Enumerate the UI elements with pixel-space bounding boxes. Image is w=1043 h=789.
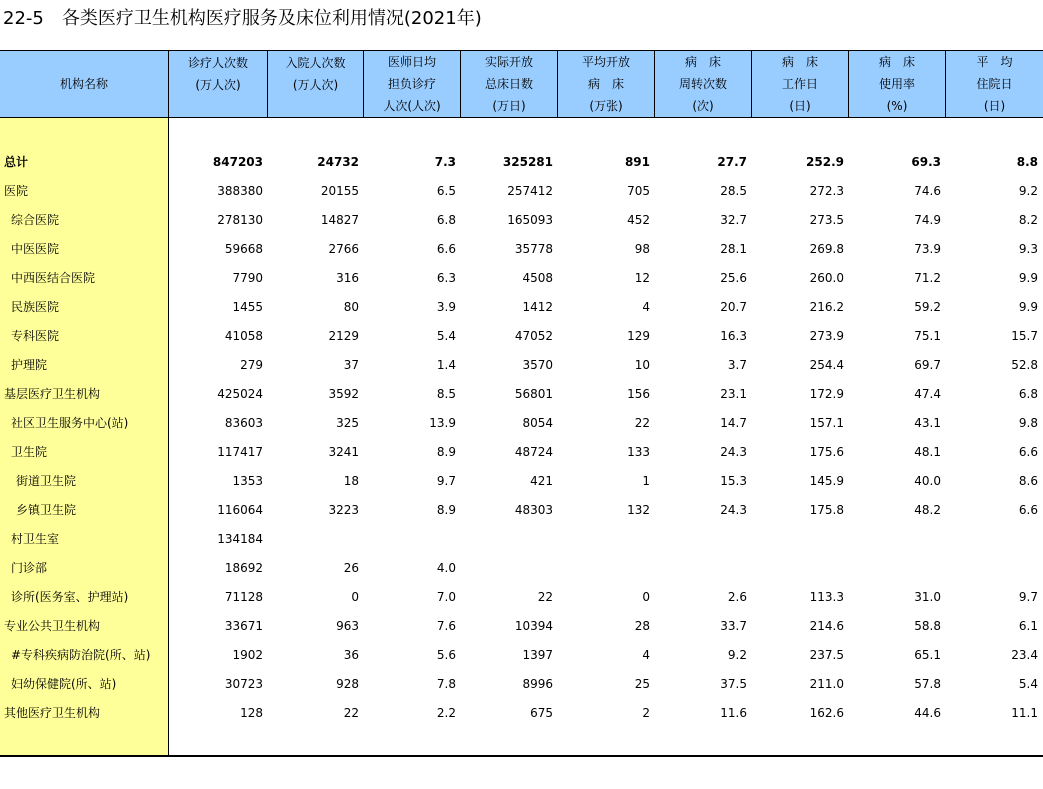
row-name: 中医医院 bbox=[11, 242, 60, 256]
row-name: #专科疾病防治院(所、站) bbox=[11, 648, 151, 662]
cell-col-1: 7790 bbox=[232, 271, 263, 285]
header-cell-9 bbox=[946, 51, 1043, 117]
row-name: 社区卫生服务中心(站) bbox=[11, 416, 129, 430]
cell-col-2: 37 bbox=[343, 358, 359, 372]
cell-col-9: 5.4 bbox=[1018, 677, 1038, 691]
cell-col-9 bbox=[946, 554, 1038, 583]
cell-col-4: 325281 bbox=[502, 155, 553, 169]
row-name: 诊所(医务室、护理站) bbox=[11, 590, 129, 604]
cell-col-3: 8.5 bbox=[436, 387, 456, 401]
cell-col-5: 452 bbox=[627, 213, 650, 227]
cell-col-7: 216.2 bbox=[809, 300, 844, 314]
cell-col-4: 1412 bbox=[522, 300, 553, 314]
cell-col-6 bbox=[655, 525, 747, 554]
cell-col-3: 3.9 bbox=[436, 300, 456, 314]
header-line: 入院人次数 bbox=[285, 56, 346, 70]
header-line: (日) bbox=[789, 99, 811, 113]
cell-col-5: 12 bbox=[634, 271, 650, 285]
cell-col-7: 211.0 bbox=[809, 677, 844, 691]
header-line: 诊疗人次数 bbox=[187, 56, 248, 70]
table-row bbox=[0, 235, 1043, 264]
cell-col-1: 33671 bbox=[224, 619, 263, 633]
cell-col-9: 6.6 bbox=[1018, 503, 1038, 517]
table-row bbox=[0, 322, 1043, 351]
header-line: 病 床 bbox=[587, 77, 624, 91]
table-row bbox=[0, 293, 1043, 322]
cell-col-7: 157.1 bbox=[809, 416, 844, 430]
cell-col-1: 18692 bbox=[224, 561, 263, 575]
cell-col-4: 8054 bbox=[522, 416, 553, 430]
row-name: 中西医结合医院 bbox=[11, 271, 96, 285]
cell-col-5: 25 bbox=[634, 677, 650, 691]
cell-col-3: 7.0 bbox=[436, 590, 456, 604]
cell-col-8: 48.1 bbox=[914, 445, 941, 459]
table-row bbox=[0, 409, 1043, 438]
cell-col-8: 59.2 bbox=[914, 300, 941, 314]
cell-col-3: 5.4 bbox=[436, 329, 456, 343]
cell-col-2: 2766 bbox=[328, 242, 359, 256]
cell-col-4 bbox=[461, 554, 553, 583]
header-line: 病 床 bbox=[781, 55, 818, 69]
cell-col-9: 8.8 bbox=[1016, 155, 1038, 169]
cell-col-4: 56801 bbox=[514, 387, 553, 401]
cell-col-5: 129 bbox=[627, 329, 650, 343]
cell-col-9: 6.1 bbox=[1018, 619, 1038, 633]
cell-col-5: 2 bbox=[642, 706, 650, 720]
cell-col-3: 6.6 bbox=[436, 242, 456, 256]
cell-col-6: 2.6 bbox=[727, 590, 747, 604]
cell-col-1: 83603 bbox=[224, 416, 263, 430]
cell-col-9: 6.6 bbox=[1018, 445, 1038, 459]
cell-col-2: 2129 bbox=[328, 329, 359, 343]
cell-col-2: 928 bbox=[336, 677, 359, 691]
cell-col-3: 6.3 bbox=[436, 271, 456, 285]
cell-col-4: 10394 bbox=[514, 619, 553, 633]
cell-col-6: 24.3 bbox=[720, 445, 747, 459]
cell-col-2: 0 bbox=[351, 590, 359, 604]
cell-col-3: 6.8 bbox=[436, 213, 456, 227]
cell-col-4: 3570 bbox=[522, 358, 553, 372]
cell-col-7: 175.8 bbox=[809, 503, 844, 517]
cell-col-6: 20.7 bbox=[720, 300, 747, 314]
cell-col-6: 24.3 bbox=[720, 503, 747, 517]
cell-col-7: 145.9 bbox=[809, 474, 844, 488]
cell-col-6: 16.3 bbox=[720, 329, 747, 343]
cell-col-4: 35778 bbox=[514, 242, 553, 256]
cell-col-1: 134184 bbox=[217, 532, 263, 546]
header-cell-5 bbox=[558, 51, 655, 117]
cell-col-1: 41058 bbox=[224, 329, 263, 343]
cell-col-6: 37.5 bbox=[720, 677, 747, 691]
header-line: 工作日 bbox=[781, 77, 818, 91]
cell-col-9: 9.3 bbox=[1018, 242, 1038, 256]
cell-col-8: 71.2 bbox=[914, 271, 941, 285]
table-row bbox=[0, 670, 1043, 699]
cell-col-8: 74.9 bbox=[914, 213, 941, 227]
cell-col-2: 316 bbox=[336, 271, 359, 285]
header-line: 住院日 bbox=[976, 77, 1013, 91]
cell-col-1: 1902 bbox=[232, 648, 263, 662]
table-row bbox=[0, 177, 1043, 206]
cell-col-5: 1 bbox=[642, 474, 650, 488]
table-row bbox=[0, 264, 1043, 293]
cell-col-2: 22 bbox=[343, 706, 359, 720]
cell-col-8: 40.0 bbox=[914, 474, 941, 488]
table-bottom-rule bbox=[0, 755, 1043, 757]
cell-col-7: 252.9 bbox=[806, 155, 844, 169]
cell-col-6: 9.2 bbox=[727, 648, 747, 662]
cell-col-8: 65.1 bbox=[914, 648, 941, 662]
cell-col-4: 48724 bbox=[514, 445, 553, 459]
cell-col-3: 7.3 bbox=[434, 155, 456, 169]
cell-col-9: 6.8 bbox=[1018, 387, 1038, 401]
cell-col-8 bbox=[849, 525, 941, 554]
cell-col-3: 4.0 bbox=[436, 561, 456, 575]
cell-col-1: 30723 bbox=[224, 677, 263, 691]
header-line: (万日) bbox=[492, 99, 526, 113]
table-row bbox=[0, 148, 1043, 177]
cell-col-5: 98 bbox=[634, 242, 650, 256]
cell-col-4: 47052 bbox=[514, 329, 553, 343]
header-line: (万张) bbox=[589, 99, 623, 113]
cell-col-8: 69.7 bbox=[914, 358, 941, 372]
cell-col-3: 5.6 bbox=[436, 648, 456, 662]
row-name: 民族医院 bbox=[11, 300, 60, 314]
cell-col-2: 26 bbox=[343, 561, 359, 575]
row-name: 专业公共卫生机构 bbox=[4, 619, 101, 633]
cell-col-5: 4 bbox=[642, 300, 650, 314]
cell-col-4 bbox=[461, 525, 553, 554]
cell-col-5: 891 bbox=[624, 155, 650, 169]
cell-col-2: 325 bbox=[336, 416, 359, 430]
cell-col-9: 9.2 bbox=[1018, 184, 1038, 198]
cell-col-8 bbox=[849, 554, 941, 583]
table-body bbox=[0, 148, 1043, 728]
cell-col-9: 11.1 bbox=[1011, 706, 1038, 720]
cell-col-3: 7.8 bbox=[436, 677, 456, 691]
row-name: 护理院 bbox=[11, 358, 48, 372]
cell-col-5: 28 bbox=[634, 619, 650, 633]
cell-col-1: 847203 bbox=[212, 155, 263, 169]
cell-col-9: 9.7 bbox=[1018, 590, 1038, 604]
cell-col-9: 9.9 bbox=[1018, 300, 1038, 314]
table-row bbox=[0, 641, 1043, 670]
header-cell-8 bbox=[849, 51, 946, 117]
cell-col-4: 8996 bbox=[522, 677, 553, 691]
cell-col-3: 13.9 bbox=[429, 416, 456, 430]
cell-col-8: 74.6 bbox=[914, 184, 941, 198]
header-line: (万人次) bbox=[292, 78, 339, 92]
cell-col-7 bbox=[752, 525, 844, 554]
cell-col-4: 421 bbox=[530, 474, 553, 488]
cell-col-5 bbox=[558, 554, 650, 583]
row-name: 综合医院 bbox=[11, 213, 60, 227]
header-line: 使用率 bbox=[878, 77, 915, 91]
table-row bbox=[0, 467, 1043, 496]
header-line: 医师日均 bbox=[387, 55, 436, 69]
table-row bbox=[0, 554, 1043, 583]
cell-col-7: 175.6 bbox=[809, 445, 844, 459]
cell-col-3: 8.9 bbox=[436, 503, 456, 517]
header-line: (万人次) bbox=[195, 78, 241, 92]
cell-col-2: 18 bbox=[343, 474, 359, 488]
header-line: 病 床 bbox=[878, 55, 915, 69]
cell-col-9: 23.4 bbox=[1011, 648, 1038, 662]
cell-col-1: 425024 bbox=[217, 387, 263, 401]
cell-col-5: 132 bbox=[627, 503, 650, 517]
row-name: 门诊部 bbox=[11, 561, 48, 575]
table-title-text: 各类医疗卫生机构医疗服务及床位利用情况(2021年) bbox=[61, 8, 482, 29]
row-name: 总计 bbox=[4, 155, 29, 169]
cell-col-8: 73.9 bbox=[914, 242, 941, 256]
cell-col-8: 43.1 bbox=[914, 416, 941, 430]
table-row bbox=[0, 525, 1043, 554]
cell-col-8: 58.8 bbox=[914, 619, 941, 633]
row-name: 基层医疗卫生机构 bbox=[4, 387, 101, 401]
cell-col-6: 11.6 bbox=[720, 706, 747, 720]
cell-col-3: 2.2 bbox=[436, 706, 456, 720]
table-title bbox=[3, 4, 482, 34]
header-line: (次) bbox=[692, 99, 714, 113]
cell-col-9: 8.2 bbox=[1018, 213, 1038, 227]
header-line: 机构名称 bbox=[59, 77, 108, 91]
header-line: 实际开放 bbox=[484, 55, 533, 69]
cell-col-5: 4 bbox=[642, 648, 650, 662]
cell-col-7: 172.9 bbox=[809, 387, 844, 401]
header-cell-3 bbox=[364, 51, 461, 117]
cell-col-1: 116064 bbox=[217, 503, 263, 517]
cell-col-7: 237.5 bbox=[809, 648, 844, 662]
cell-col-2: 3223 bbox=[328, 503, 359, 517]
cell-col-3: 1.4 bbox=[436, 358, 456, 372]
cell-col-2: 3592 bbox=[328, 387, 359, 401]
cell-col-4: 675 bbox=[530, 706, 553, 720]
cell-col-1: 128 bbox=[240, 706, 263, 720]
table-row bbox=[0, 351, 1043, 380]
cell-col-5: 10 bbox=[634, 358, 650, 372]
header-cell-7 bbox=[752, 51, 849, 117]
cell-col-7: 273.5 bbox=[809, 213, 844, 227]
table-row bbox=[0, 699, 1043, 728]
row-name: 卫生院 bbox=[11, 445, 48, 459]
cell-col-6: 28.1 bbox=[720, 242, 747, 256]
cell-col-5: 133 bbox=[627, 445, 650, 459]
cell-col-5 bbox=[558, 525, 650, 554]
header-line: (日) bbox=[983, 99, 1006, 113]
cell-col-9: 15.7 bbox=[1011, 329, 1038, 343]
row-name: 妇幼保健院(所、站) bbox=[11, 677, 117, 691]
cell-col-1: 1353 bbox=[232, 474, 263, 488]
table-row bbox=[0, 438, 1043, 467]
cell-col-7 bbox=[752, 554, 844, 583]
cell-col-1: 388380 bbox=[217, 184, 263, 198]
header-line: 人次(人次) bbox=[383, 99, 441, 113]
cell-col-6: 14.7 bbox=[720, 416, 747, 430]
cell-col-1: 279 bbox=[240, 358, 263, 372]
cell-col-4: 165093 bbox=[507, 213, 553, 227]
cell-col-3: 6.5 bbox=[436, 184, 456, 198]
cell-col-6: 25.6 bbox=[720, 271, 747, 285]
header-line: 总床日数 bbox=[484, 77, 533, 91]
cell-col-6: 28.5 bbox=[720, 184, 747, 198]
cell-col-5: 156 bbox=[627, 387, 650, 401]
cell-col-8: 69.3 bbox=[911, 155, 941, 169]
header-cell-6 bbox=[655, 51, 752, 117]
cell-col-9: 52.8 bbox=[1011, 358, 1038, 372]
cell-col-2: 24732 bbox=[317, 155, 359, 169]
row-name: 乡镇卫生院 bbox=[16, 503, 77, 517]
cell-col-8: 75.1 bbox=[914, 329, 941, 343]
cell-col-1: 117417 bbox=[217, 445, 263, 459]
header-cell-4 bbox=[461, 51, 558, 117]
cell-col-6: 23.1 bbox=[720, 387, 747, 401]
header-cell-1 bbox=[169, 51, 268, 117]
header-cell-0 bbox=[0, 51, 169, 117]
cell-col-7: 272.3 bbox=[809, 184, 844, 198]
cell-col-3: 7.6 bbox=[436, 619, 456, 633]
cell-col-1: 278130 bbox=[217, 213, 263, 227]
cell-col-2: 80 bbox=[343, 300, 359, 314]
row-name: 街道卫生院 bbox=[16, 474, 77, 488]
cell-col-8: 31.0 bbox=[914, 590, 941, 604]
cell-col-7: 260.0 bbox=[809, 271, 844, 285]
table-row bbox=[0, 206, 1043, 235]
cell-col-7: 269.8 bbox=[809, 242, 844, 256]
cell-col-4: 257412 bbox=[507, 184, 553, 198]
cell-col-5: 705 bbox=[627, 184, 650, 198]
cell-col-3: 9.7 bbox=[436, 474, 456, 488]
cell-col-7: 162.6 bbox=[809, 706, 844, 720]
header-line: 周转次数 bbox=[678, 77, 727, 91]
cell-col-8: 44.6 bbox=[914, 706, 941, 720]
header-cell-2 bbox=[268, 51, 364, 117]
cell-col-7: 254.4 bbox=[809, 358, 844, 372]
cell-col-5: 0 bbox=[642, 590, 650, 604]
cell-col-4: 1397 bbox=[522, 648, 553, 662]
table-number: 22-5 bbox=[3, 8, 44, 29]
table-row bbox=[0, 496, 1043, 525]
cell-col-2: 20155 bbox=[320, 184, 359, 198]
row-name: 专科医院 bbox=[11, 329, 60, 343]
cell-col-6 bbox=[655, 554, 747, 583]
table-row bbox=[0, 612, 1043, 641]
cell-col-7: 113.3 bbox=[809, 590, 844, 604]
table-header bbox=[0, 51, 1043, 118]
cell-col-1: 59668 bbox=[224, 242, 263, 256]
cell-col-6: 3.7 bbox=[727, 358, 747, 372]
table-row bbox=[0, 583, 1043, 612]
cell-col-6: 33.7 bbox=[720, 619, 747, 633]
cell-col-2 bbox=[268, 525, 359, 554]
cell-col-2: 36 bbox=[343, 648, 359, 662]
cell-col-2: 14827 bbox=[320, 213, 359, 227]
cell-col-9: 8.6 bbox=[1018, 474, 1038, 488]
cell-col-6: 27.7 bbox=[717, 155, 747, 169]
cell-col-6: 15.3 bbox=[720, 474, 747, 488]
cell-col-3 bbox=[364, 525, 456, 554]
cell-col-2: 963 bbox=[336, 619, 359, 633]
cell-col-1: 71128 bbox=[224, 590, 263, 604]
cell-col-4: 48303 bbox=[514, 503, 553, 517]
cell-col-4: 22 bbox=[537, 590, 553, 604]
cell-col-3: 8.9 bbox=[436, 445, 456, 459]
row-name: 其他医疗卫生机构 bbox=[4, 706, 101, 720]
cell-col-8: 48.2 bbox=[914, 503, 941, 517]
cell-col-8: 57.8 bbox=[914, 677, 941, 691]
header-line: 病 床 bbox=[684, 55, 721, 69]
header-line: 平 均 bbox=[976, 55, 1013, 69]
cell-col-7: 273.9 bbox=[809, 329, 844, 343]
row-name: 医院 bbox=[4, 184, 29, 198]
cell-col-9: 9.9 bbox=[1018, 271, 1038, 285]
row-name: 村卫生室 bbox=[11, 532, 60, 546]
header-line: 担负诊疗 bbox=[387, 77, 436, 91]
cell-col-6: 32.7 bbox=[720, 213, 747, 227]
header-line: (%) bbox=[886, 99, 908, 113]
cell-col-5: 22 bbox=[634, 416, 650, 430]
cell-col-9 bbox=[946, 525, 1038, 554]
table-row bbox=[0, 380, 1043, 409]
cell-col-7: 214.6 bbox=[809, 619, 844, 633]
cell-col-1: 1455 bbox=[232, 300, 263, 314]
cell-col-2: 3241 bbox=[328, 445, 359, 459]
cell-col-8: 47.4 bbox=[914, 387, 941, 401]
cell-col-4: 4508 bbox=[522, 271, 553, 285]
header-line: 平均开放 bbox=[581, 55, 630, 69]
cell-col-9: 9.8 bbox=[1018, 416, 1038, 430]
